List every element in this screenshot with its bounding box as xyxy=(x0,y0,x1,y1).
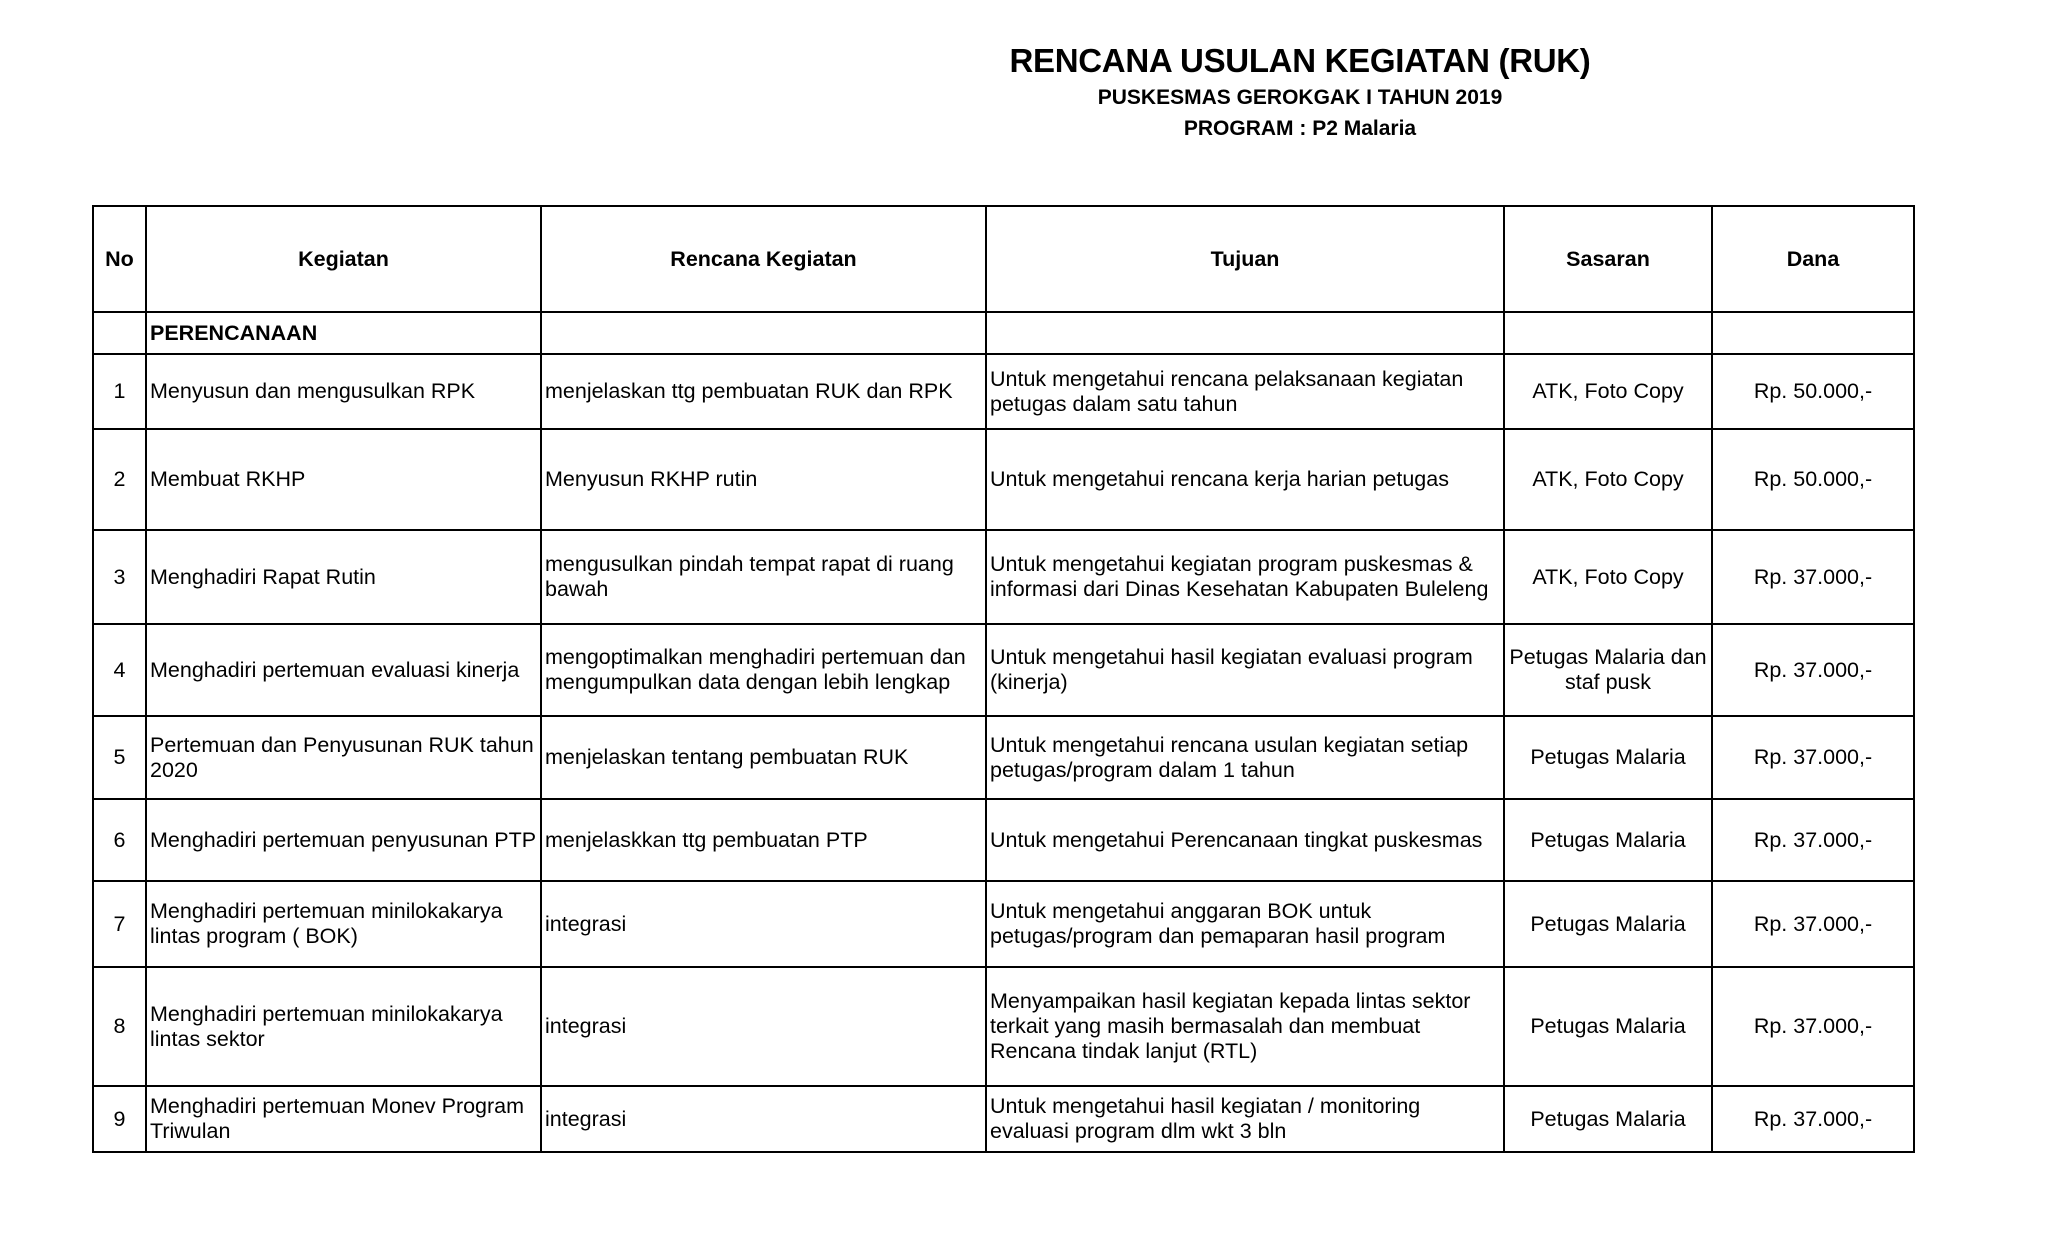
table-row xyxy=(93,716,1914,799)
cell-sasaran: ATK, Foto Copy xyxy=(1504,429,1712,530)
cell-kegiatan: Pertemuan dan Penyusunan RUK tahun 2020 xyxy=(146,716,541,799)
section-empty-cell xyxy=(986,312,1504,354)
section-empty-cell xyxy=(1504,312,1712,354)
cell-kegiatan: Menghadiri pertemuan minilokakarya lintas program ( BOK) xyxy=(146,881,541,967)
cell-rencana: mengusulkan pindah tempat rapat di ruang bawah xyxy=(541,530,986,624)
cell-tujuan: Untuk mengetahui rencana kerja harian petugas xyxy=(986,429,1504,530)
cell-sasaran: Petugas Malaria xyxy=(1504,1086,1712,1152)
cell-tujuan: Untuk mengetahui rencana pelaksanaan kegiatan petugas dalam satu tahun xyxy=(986,354,1504,429)
cell-sasaran: Petugas Malaria xyxy=(1504,881,1712,967)
section-empty-cell xyxy=(1712,312,1914,354)
cell-no: 3 xyxy=(93,530,146,624)
cell-kegiatan: Menghadiri pertemuan Monev Program Triwulan xyxy=(146,1086,541,1152)
cell-sasaran: ATK, Foto Copy xyxy=(1504,530,1712,624)
cell-dana: Rp. 37.000,- xyxy=(1712,799,1914,881)
header-dana: Dana xyxy=(1712,206,1914,312)
table-row xyxy=(93,799,1914,881)
cell-no: 6 xyxy=(93,799,146,881)
cell-tujuan: Untuk mengetahui rencana usulan kegiatan setiap petugas/program dalam 1 tahun xyxy=(986,716,1504,799)
document-title: RENCANA USULAN KEGIATAN (RUK) xyxy=(1009,42,1591,79)
cell-tujuan: Untuk mengetahui anggaran BOK untuk petugas/program dan pemaparan hasil program xyxy=(986,881,1504,967)
cell-sasaran: Petugas Malaria xyxy=(1504,967,1712,1086)
cell-dana: Rp. 37.000,- xyxy=(1712,624,1914,716)
document-program: PROGRAM : P2 Malaria xyxy=(1183,117,1417,140)
cell-rencana: integrasi xyxy=(541,881,986,967)
cell-rencana: integrasi xyxy=(541,967,986,1086)
ruk-table xyxy=(92,205,1915,1153)
cell-rencana: menjelaskan tentang pembuatan RUK xyxy=(541,716,986,799)
cell-dana: Rp. 37.000,- xyxy=(1712,530,1914,624)
document-header xyxy=(1000,42,1600,144)
cell-tujuan: Untuk mengetahui hasil kegiatan evaluasi program (kinerja) xyxy=(986,624,1504,716)
section-empty-cell xyxy=(93,312,146,354)
cell-rencana: integrasi xyxy=(541,1086,986,1152)
cell-no: 7 xyxy=(93,881,146,967)
cell-sasaran: Petugas Malaria dan staf pusk xyxy=(1504,624,1712,716)
cell-dana: Rp. 50.000,- xyxy=(1712,354,1914,429)
header-sasaran: Sasaran xyxy=(1504,206,1712,312)
section-row xyxy=(93,312,1914,354)
cell-sasaran: Petugas Malaria xyxy=(1504,799,1712,881)
table-row xyxy=(93,881,1914,967)
cell-tujuan: Untuk mengetahui hasil kegiatan / monitoring evaluasi program dlm wkt 3 bln xyxy=(986,1086,1504,1152)
section-empty-cell xyxy=(541,312,986,354)
cell-rencana: menjelaskkan ttg pembuatan PTP xyxy=(541,799,986,881)
table-row xyxy=(93,530,1914,624)
table-row xyxy=(93,1086,1914,1152)
cell-sasaran: ATK, Foto Copy xyxy=(1504,354,1712,429)
cell-kegiatan: Menghadiri pertemuan penyusunan PTP xyxy=(146,799,541,881)
cell-no: 4 xyxy=(93,624,146,716)
cell-dana: Rp. 37.000,- xyxy=(1712,967,1914,1086)
cell-dana: Rp. 50.000,- xyxy=(1712,429,1914,530)
table-header-row xyxy=(93,206,1914,312)
cell-dana: Rp. 37.000,- xyxy=(1712,1086,1914,1152)
header-tujuan: Tujuan xyxy=(986,206,1504,312)
header-no: No xyxy=(93,206,146,312)
cell-tujuan: Menyampaikan hasil kegiatan kepada lintas sektor terkait yang masih bermasalah dan membuat Rencana tindak lanjut (RTL) xyxy=(986,967,1504,1086)
cell-sasaran: Petugas Malaria xyxy=(1504,716,1712,799)
cell-no: 8 xyxy=(93,967,146,1086)
header-rencana-kegiatan: Rencana Kegiatan xyxy=(541,206,986,312)
cell-tujuan: Untuk mengetahui Perencanaan tingkat puskesmas xyxy=(986,799,1504,881)
cell-no: 2 xyxy=(93,429,146,530)
header-kegiatan: Kegiatan xyxy=(146,206,541,312)
cell-rencana: menjelaskan ttg pembuatan RUK dan RPK xyxy=(541,354,986,429)
table-row xyxy=(93,354,1914,429)
cell-kegiatan: Menghadiri pertemuan evaluasi kinerja xyxy=(146,624,541,716)
cell-no: 5 xyxy=(93,716,146,799)
document-subtitle: PUSKESMAS GEROKGAK I TAHUN 2019 xyxy=(1097,86,1503,109)
cell-no: 1 xyxy=(93,354,146,429)
cell-rencana: Menyusun RKHP rutin xyxy=(541,429,986,530)
cell-kegiatan: Menghadiri pertemuan minilokakarya lintas sektor xyxy=(146,967,541,1086)
section-label: PERENCANAAN xyxy=(146,312,541,354)
cell-dana: Rp. 37.000,- xyxy=(1712,881,1914,967)
cell-kegiatan: Menyusun dan mengusulkan RPK xyxy=(146,354,541,429)
table-row xyxy=(93,624,1914,716)
cell-tujuan: Untuk mengetahui kegiatan program puskesmas & informasi dari Dinas Kesehatan Kabupaten Buleleng xyxy=(986,530,1504,624)
cell-rencana: mengoptimalkan menghadiri pertemuan dan mengumpulkan data dengan lebih lengkap xyxy=(541,624,986,716)
cell-kegiatan: Membuat RKHP xyxy=(146,429,541,530)
cell-dana: Rp. 37.000,- xyxy=(1712,716,1914,799)
cell-kegiatan: Menghadiri Rapat Rutin xyxy=(146,530,541,624)
table-row xyxy=(93,967,1914,1086)
cell-no: 9 xyxy=(93,1086,146,1152)
table-row xyxy=(93,429,1914,530)
